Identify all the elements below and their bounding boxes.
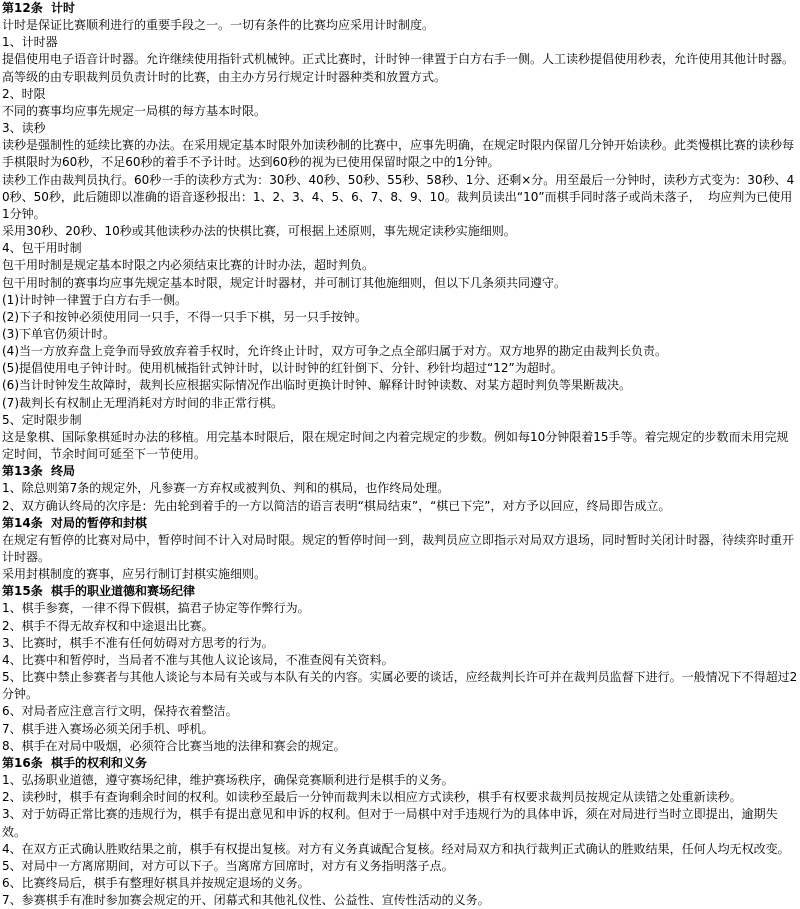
article-heading: 第13条 终局 [2, 464, 76, 479]
paragraph-line: 包干用时制是规定基本时限之内必须结束比赛的计时办法，超时判负。 [2, 258, 375, 273]
paragraph-line: (5)提倡使用电子钟计时。使用机械指针式钟计时，以计时钟的红针倒下、分针、秒针均超过“12”为超时。 [2, 361, 563, 376]
paragraph-line: 5、比赛中禁止参赛者与其他人谈论与本局有关或与本队有关的内容。实属必要的谈话，应经裁判长许可并在裁判员监督下进行。一般情况下不得超过2分钟。 [2, 670, 798, 702]
article-heading: 第12条 计时 [2, 1, 76, 15]
paragraph-line: 7、参赛棋手有准时参加赛会规定的开、闭幕式和其他礼仪性、公益性、宣传性活动的义务。 [2, 893, 490, 908]
paragraph-line: 2、棋手不得无故弃权和中途退出比赛。 [2, 618, 214, 633]
paragraph-line: 在规定有暂停的比赛对局中，暂停时间不计入对局时限。规定的暂停时间一到，裁判员应立即指示对局双方退场，同时暂时关闭计时器，待续弈时重开计时器。 [2, 532, 795, 564]
paragraph-line: (1)计时钟一律置于白方右手一侧。 [2, 292, 187, 307]
paragraph-line: 提倡使用电子语音计时器。允许继续使用指针式机械钟。正式比赛时，计时钟一律置于白方右手一侧。人工读秒提倡使用秒表，允许使用其他计时器。高等级的由专职裁判员负责计时的比赛，由主办方另行规定计时器种类和放置方式。 [2, 52, 795, 84]
paragraph-line: 1、弘扬职业道德，遵守赛场纪律，维护赛场秩序，确保竞赛顺利进行是棋手的义务。 [2, 773, 454, 788]
paragraph-line: 4、包干用时制 [2, 241, 82, 256]
paragraph-line: 8、棋手在对局中吸烟，必须符合比赛当地的法律和赛会的规定。 [2, 738, 346, 753]
paragraph-line: 1、计时器 [2, 35, 58, 50]
paragraph-line: 5、对局中一方离席期间，对方可以下子。当离席方回席时，对方有义务指明落子点。 [2, 858, 454, 873]
paragraph-line: 2、读秒时，棋手有查询剩余时间的权利。如读秒至最后一分钟而裁判未以相应方式读秒，棋手有权要求裁判员按规定从读错之处重新读秒。 [2, 790, 742, 805]
paragraph-line: 这是象棋、国际象棋延时办法的移植。用完基本时限后，限在规定时间之内着完规定的步数。例如每10分钟限着15手等。着完规定的步数而未用完规定时间，节余时间可延至下一节使用。 [2, 429, 789, 462]
paragraph-line: (6)当计时钟发生故障时，裁判长应根据实际情况作出临时更换计时钟、解释计时钟读数、对某方超时判负等果断裁决。 [2, 378, 632, 393]
paragraph-line: 1、棋手参赛，一律不得下假棋，搞君子协定等作弊行为。 [2, 601, 310, 616]
paragraph-line: 6、比赛终局后，棋手有整理好棋具并按规定退场的义务。 [2, 875, 310, 890]
paragraph-line: 2、时限 [2, 86, 46, 101]
paragraph-line: 3、读秒 [2, 121, 46, 136]
paragraph-line: 7、棋手进入赛场必须关闭手机、呼机。 [2, 721, 214, 736]
paragraph-line: 4、在双方正式确认胜败结果之前，棋手有权提出复核。对方有义务真诚配合复核。经对局双方和执行裁判正式确认的胜败结果，任何人均无权改变。 [2, 841, 790, 856]
article-heading: 第14条 对局的暂停和封棋 [2, 515, 148, 530]
paragraph-line: 采用封棋制度的赛事，应另行制订封棋实施细则。 [2, 567, 267, 582]
paragraph-line: 5、定时限步制 [2, 412, 82, 427]
paragraph-line: 采用30秒、20秒、10秒或其他读秒办法的快棋比赛，可根据上述原则，事先规定读秒实施细则。 [2, 224, 516, 239]
paragraph-line: 6、对局者应注意言行文明，保持衣着整洁。 [2, 704, 238, 719]
article-heading: 第16条 棋手的权利和义务 [2, 755, 148, 770]
paragraph-line: (4)当一方放弃盘上竞争而导致放弃着手权时，允许终止计时，双方可争之点全部归属于对方。双方地界的勘定由裁判长负责。 [2, 344, 668, 359]
paragraph-line: 不同的赛事均应事先规定一局棋的每方基本时限。 [2, 103, 267, 118]
paragraph-line: 3、比赛时，棋手不准有任何妨碍对方思考的行为。 [2, 635, 274, 650]
paragraph-line: 包干用时制的赛事均应事先规定基本时限，规定计时器材，并可制订其他施细则，但以下几条须共同遵守。 [2, 275, 567, 290]
paragraph-line: 读秒是强制性的延续比赛的办法。在采用规定基本时限外加读秒制的比赛中，应事先明确，在规定时限内保留几分钟开始读秒。此类慢棋比赛的读秒每手棋限时为60秒，不足60秒的着手不予计时。达到60秒的视为已使用保留时限之中的1分钟。 [2, 138, 795, 170]
paragraph-line: (3)下单官仍须计时。 [2, 326, 115, 341]
paragraph-line: 1、除总则第7条的规定外，凡参赛一方弃权或被判负、判和的棋局，也作终局处理。 [2, 481, 450, 496]
paragraph-line: 4、比赛中和暂停时，当局者不准与其他人议论该局，不准查阅有关资料。 [2, 652, 394, 667]
paragraph-line: 3、对于妨碍正常比赛的违规行为，棋手有提出意见和申诉的权利。但对于一局棋中对手违规行为的具体申诉，须在对局进行当时立即提出，逾期失效。 [2, 807, 778, 839]
article-heading: 第15条 棋手的职业道德和赛场纪律 [2, 584, 196, 599]
paragraph-line: (2)下子和按钟必须使用同一只手，不得一只手下棋，另一只手按钟。 [2, 309, 368, 324]
paragraph-line: 计时是保证比赛顺利进行的重要手段之一。一切有条件的比赛均应采用计时制度。 [2, 18, 435, 33]
paragraph-line: 读秒工作由裁判员执行。60秒一手的读秒方式为：30秒、40秒、50秒、55秒、58秒、1分、还剩×分。用至最后一分钟时，读秒方式变为：30秒、40秒、50秒，此后随即以准确的语音逐秒报出：1、2、3、4、5、6、7、8、9、10。裁判员读出“10”而棋手同时落子或尚未落子， 均应判为已使用1分钟。 [2, 172, 795, 221]
paragraph-line: (7)裁判长有权制止无理消耗对方时间的非正常行棋。 [2, 395, 284, 410]
paragraph-line: 2、双方确认终局的次序是：先由轮到着手的一方以简洁的语言表明“棋局结束”，“棋已下完”，对方予以回应，终局即告成立。 [2, 498, 671, 513]
